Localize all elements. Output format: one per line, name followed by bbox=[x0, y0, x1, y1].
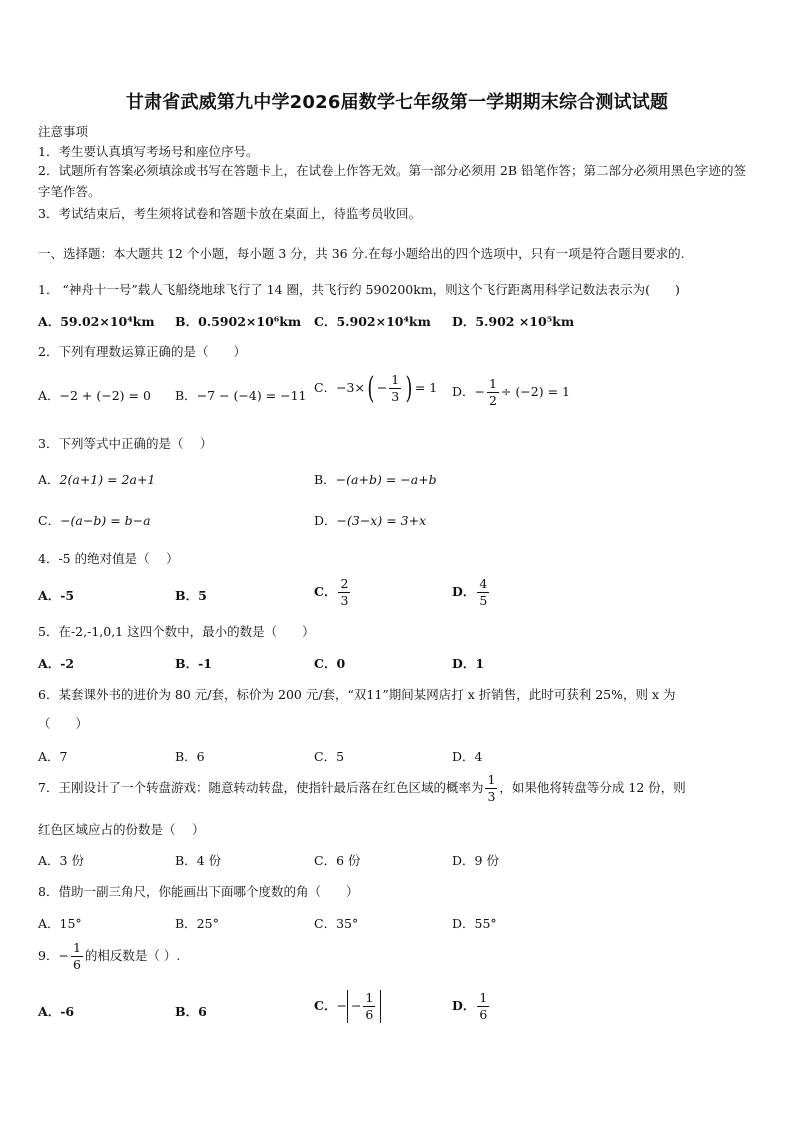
q9-option-c: C．− − $\frac{1}{6}$ bbox=[314, 990, 381, 1023]
notice-item-3: 3．考试结束后，考生须将试卷和答题卡放在桌面上，待监考员收回。 bbox=[38, 206, 421, 221]
q5-option-c: C．0 bbox=[314, 656, 346, 671]
q4-option-c: C． $\frac{2}{3}$ bbox=[314, 576, 349, 608]
q5-option-a: A．-2 bbox=[38, 656, 75, 671]
q8-option-c: C．35° bbox=[314, 916, 359, 931]
notice-heading: 注意事项 bbox=[38, 124, 89, 139]
q2-option-c: C．−3×( − $\frac{1}{3}$ ) = 1 bbox=[314, 370, 438, 406]
question-6-stem-cont: （ ） bbox=[38, 716, 89, 731]
question-4-stem: 4．-5 的绝对值是（ ） bbox=[38, 551, 179, 566]
q4-option-d: D． $\frac{4}{5}$ bbox=[452, 576, 488, 608]
question-7-stem: 7．王刚设计了一个转盘游戏：随意转动转盘，使指针最后落在红色区域的概率为 $\frac{1}{3}$ ，如果他将转盘等分成 12 份，则 bbox=[38, 772, 686, 804]
q6-option-d: D．4 bbox=[452, 749, 483, 764]
q8-option-b: B．25° bbox=[175, 916, 219, 931]
q6-option-c: C．5 bbox=[314, 749, 345, 764]
q1-option-d: D．5.902 ×10⁵km bbox=[452, 314, 575, 329]
q2-option-d: D．− $\frac{1}{2}$ ÷ (−2) = 1 bbox=[452, 376, 570, 408]
q3-option-a: A．2(a+1) = 2a+1 bbox=[38, 472, 156, 487]
q1-option-b: B．0.5902×10⁶km bbox=[175, 314, 302, 329]
q7-option-b: B．4 份 bbox=[175, 853, 222, 868]
q5-option-d: D．1 bbox=[452, 656, 485, 671]
q8-option-a: A．15° bbox=[38, 916, 82, 931]
q9-option-b: B．6 bbox=[175, 1004, 207, 1019]
q3-option-b: B．−(a+b) = −a+b bbox=[314, 472, 437, 487]
question-5-stem: 5．在-2,-1,0,1 这四个数中，最小的数是（ ） bbox=[38, 624, 315, 639]
notice-item-2: 2．试题所有答案必须填涂或书写在答题卡上，在试卷上作答无效。第一部分必须用 2B 铅笔作答；第二部分必须用黑色字迹的签字笔作答。 bbox=[38, 163, 747, 199]
section-heading: 一、选择题：本大题共 12 个小题，每小题 3 分，共 36 分.在每小题给出的四个选项中，只有一项是符合题目要求的. bbox=[38, 246, 685, 261]
q1-option-a: A．59.02×10⁴km bbox=[38, 314, 155, 329]
question-9-stem: 9．− $\frac{1}{6}$ 的相反数是（ ）. bbox=[38, 940, 181, 972]
question-6-stem: 6．某套课外书的进价为 80 元/套，标价为 200 元/套，“双11”期间某网店打 x 折销售，此时可获利 25%，则 x 为 bbox=[38, 687, 676, 702]
q3-option-d: D．−(3−x) = 3+x bbox=[314, 513, 427, 528]
q6-option-a: A．7 bbox=[38, 749, 68, 764]
q1-option-c: C．5.902×10⁴km bbox=[314, 314, 431, 329]
question-3-stem: 3．下列等式中正确的是（ ） bbox=[38, 436, 213, 451]
q6-option-b: B．6 bbox=[175, 749, 205, 764]
q9-option-d: D． $\frac{1}{6}$ bbox=[452, 990, 488, 1022]
question-8-stem: 8．借助一副三角尺，你能画出下面哪个度数的角（ ） bbox=[38, 884, 359, 899]
q9-option-a: A．-6 bbox=[38, 1004, 75, 1019]
question-1-stem: 1． “神舟十一号”载人飞船绕地球飞行了 14 圈，共飞行约 590200km，则这个飞行距离用科学记数法表示为( ) bbox=[38, 282, 680, 297]
q8-option-d: D．55° bbox=[452, 916, 497, 931]
page-title: 甘肃省武威第九中学2026届数学七年级第一学期期末综合测试试题 bbox=[125, 92, 669, 113]
question-7-stem-cont: 红色区域应占的份数是（ ） bbox=[38, 822, 205, 837]
notice-item-1: 1．考生要认真填写考场号和座位序号。 bbox=[38, 144, 259, 159]
q7-option-a: A．3 份 bbox=[38, 853, 84, 868]
q2-option-a: A．−2 + (−2) = 0 bbox=[38, 388, 151, 403]
question-2-stem: 2．下列有理数运算正确的是（ ） bbox=[38, 344, 246, 359]
q5-option-b: B．-1 bbox=[175, 656, 212, 671]
q3-option-c: C．−(a−b) = b−a bbox=[38, 513, 151, 528]
q4-option-a: A．-5 bbox=[38, 588, 75, 603]
q7-option-d: D．9 份 bbox=[452, 853, 499, 868]
q2-option-b: B．−7 − (−4) = −11 bbox=[175, 388, 307, 403]
q7-option-c: C．6 份 bbox=[314, 853, 361, 868]
q4-option-b: B．5 bbox=[175, 588, 207, 603]
